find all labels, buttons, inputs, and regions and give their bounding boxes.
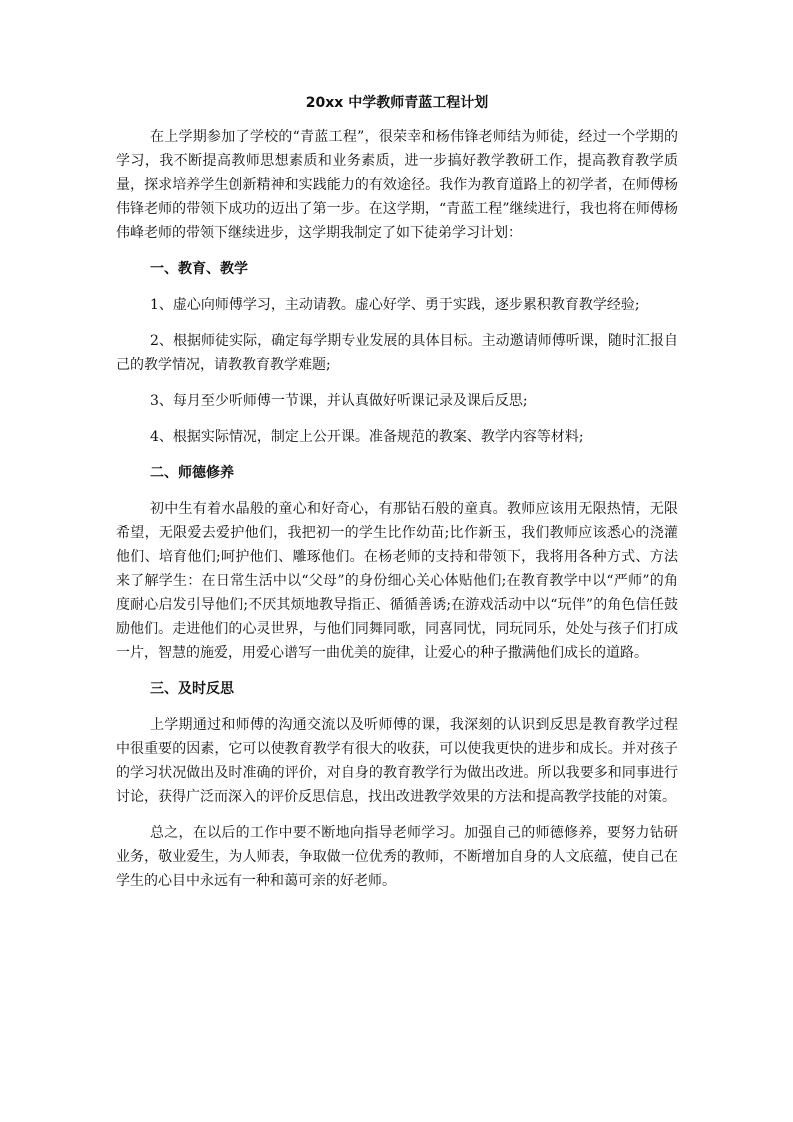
ethics-paragraph: 初中生有着水晶般的童心和好奇心，有那钻石般的童真。教师应该用无限热情，无限希望，无限爱去爱护他们，我把初一的学生比作幼苗;比作新玉，我们教师应该悉心的浇灌他们、培育他们;呵护他们、雕琢他们。在杨老师的支持和带领下，我将用各种方式、方法来了解学生：在日常生活中以“父母”的身份细心关心体贴他们;在教育教学中以“严师”的角度耐心启发引导他们;不厌其烦地教导指正、循循善诱;在游戏活动中以“玩伴”的角色信任鼓励他们。走进他们的心灵世界，与他们同舞同歌，同喜同忧，同玩同乐，处处与孩子们打成一片，智慧的施爱，用爱心谱写一曲优美的旋律，让爱心的种子撒满他们成长的道路。 xyxy=(116,501,678,661)
document-title: 20xx 中学教师青蓝工程计划 xyxy=(305,95,489,111)
teaching-item-1: 1、虚心向师傅学习，主动请教。虚心好学、勇于实践，逐步累积教育教学经验; xyxy=(150,297,640,313)
teaching-item-4: 4、根据实际情况，制定上公开课。准备规范的教案、教学内容等材料; xyxy=(150,429,584,445)
intro-paragraph: 在上学期参加了学校的“青蓝工程”，很荣幸和杨伟锋老师结为师徒，经过一个学期的学习，我不断提高教师思想素质和业务素质，进一步搞好教学教研工作，提高教育教学质量，探求培养学生创新精神和实践能力的有效途径。我作为教育道路上的初学者，在师傅杨伟锋老师的带领下成功的迈出了第一步。在这学期，“青蓝工程”继续进行，我也将在师傅杨伟峰老师的带领下继续进步，这学期我制定了如下徒弟学习计划： xyxy=(116,129,678,241)
section-heading-reflection: 三、及时反思 xyxy=(150,681,234,697)
reflection-paragraph: 上学期通过和师傅的沟通交流以及听师傅的课，我深刻的认识到反思是教育教学过程中很重要的因素，它可以使教育教学有很大的收获，可以使我更快的进步和成长。并对孩子的学习状况做出及时准确的评价，对自身的教育教学行为做出改进。所以我要多和同事进行讨论，获得广泛而深入的评价反思信息，找出改进教学效果的方法和提高教学技能的对策。 xyxy=(116,717,678,805)
teaching-item-2: 2、根据师徒实际，确定每学期专业发展的具体目标。主动邀请师傅听课，随时汇报自己的教学情况，请教教育教学难题; xyxy=(116,333,678,373)
section-heading-teaching: 一、教育、教学 xyxy=(150,261,248,277)
conclusion-paragraph: 总之，在以后的工作中要不断地向指导老师学习。加强自己的师德修养，要努力钻研业务，敬业爱生，为人师表，争取做一位优秀的教师，不断增加自身的人文底蕴，使自己在学生的心目中永远有一种和蔼可亲的好老师。 xyxy=(116,825,678,889)
document-page xyxy=(116,93,678,905)
section-heading-ethics: 二、师德修养 xyxy=(150,465,234,481)
teaching-item-3: 3、每月至少听师傅一节课，并认真做好听课记录及课后反思; xyxy=(150,393,528,409)
